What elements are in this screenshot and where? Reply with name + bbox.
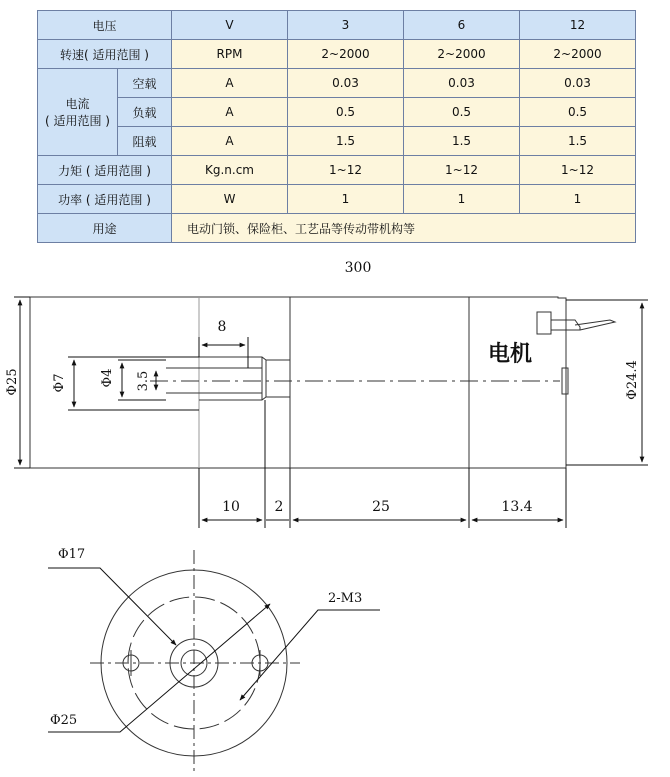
front-view: [90, 550, 300, 775]
speed-label: 转速( 适用范围 ): [38, 40, 172, 69]
gearbox-body: [30, 297, 290, 468]
power-v1: 1: [288, 185, 404, 214]
usage-value: 电动门锁、保险柜、工艺品等传动带机构等: [172, 214, 636, 243]
speed-v1: 2~2000: [288, 40, 404, 69]
stall-label: 阻载: [118, 127, 172, 156]
dim-8: [199, 337, 248, 368]
torque-v3: 1~12: [520, 156, 636, 185]
dim-134-label: 13.4: [501, 499, 533, 515]
rear-terminal: [562, 368, 568, 394]
speed-v3: 2~2000: [520, 40, 636, 69]
load-v2: 0.5: [404, 98, 520, 127]
front-phi25-label: Φ25: [50, 713, 78, 728]
stall-unit: A: [172, 127, 288, 156]
motor-label: 电机: [487, 342, 533, 367]
power-v3: 1: [520, 185, 636, 214]
stall-v3: 1.5: [520, 127, 636, 156]
noload-label: 空载: [118, 69, 172, 98]
current-label-sub: ( 适用范围 ): [45, 114, 110, 128]
voltage-label: 电压: [38, 11, 172, 40]
speed-unit: RPM: [172, 40, 288, 69]
stall-v1: 1.5: [288, 127, 404, 156]
total-length-label: 300: [344, 260, 372, 276]
side-view: [30, 297, 615, 468]
noload-unit: A: [172, 69, 288, 98]
voltage-v1: 3: [288, 11, 404, 40]
voltage-v2: 6: [404, 11, 520, 40]
noload-v1: 0.03: [288, 69, 404, 98]
dim-phi244-label: Φ24.4: [625, 360, 640, 400]
dim-8-label: 8: [217, 319, 227, 335]
voltage-unit: V: [172, 11, 288, 40]
front-2m3-label: 2-M3: [328, 591, 363, 606]
noload-v2: 0.03: [404, 69, 520, 98]
load-label: 负载: [118, 98, 172, 127]
current-label-main: 电流: [65, 97, 90, 111]
torque-v1: 1~12: [288, 156, 404, 185]
load-v1: 0.5: [288, 98, 404, 127]
dim-10-label: 10: [222, 499, 240, 515]
front-phi17-label: Φ17: [58, 547, 86, 562]
torque-v2: 1~12: [404, 156, 520, 185]
torque-unit: Kg.n.cm: [172, 156, 288, 185]
dim-phi7: [68, 357, 199, 410]
power-unit: W: [172, 185, 288, 214]
dim-flat-label: 3.5: [136, 370, 151, 392]
dim-25-label: 25: [372, 499, 390, 515]
dim-phi4-label: Φ4: [100, 368, 115, 388]
stall-v2: 1.5: [404, 127, 520, 156]
power-label: 功率 ( 适用范围 ): [38, 185, 172, 214]
noload-v3: 0.03: [520, 69, 636, 98]
torque-label: 力矩 ( 适用范围 ): [38, 156, 172, 185]
power-v2: 1: [404, 185, 520, 214]
voltage-v3: 12: [520, 11, 636, 40]
connector-block: [537, 312, 551, 334]
dim-phi7-label: Φ7: [52, 373, 67, 393]
shaft-outline: [199, 357, 290, 400]
load-v3: 0.5: [520, 98, 636, 127]
dim-2-label: 2: [274, 499, 284, 515]
dim-phi25-label: Φ25: [5, 368, 20, 396]
load-unit: A: [172, 98, 288, 127]
connector-wire: [575, 320, 615, 330]
usage-label: 用途: [38, 214, 172, 243]
speed-v2: 2~2000: [404, 40, 520, 69]
